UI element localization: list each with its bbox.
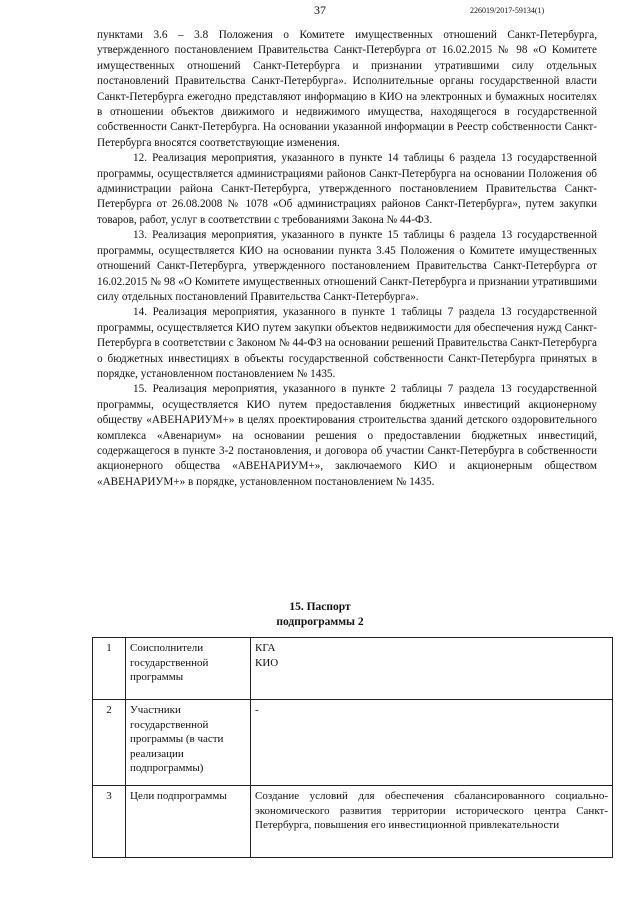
passport-table	[92, 637, 613, 858]
row-value	[251, 700, 613, 786]
row-number: 1	[93, 638, 126, 700]
row-value	[251, 638, 613, 700]
value-line: КИО	[255, 656, 279, 669]
row-label: Цели подпрограммы	[126, 786, 251, 858]
row-number: 2	[93, 700, 126, 786]
table-row	[93, 700, 613, 786]
row-value	[251, 786, 613, 858]
section-heading	[0, 600, 640, 630]
row-label: Соисполнители государственной программы	[126, 638, 251, 700]
paragraph-14: 14. Реализация мероприятия, указанного в пункте 1 таблицы 7 раздела 13 государственной программы, осуществляется КИО путем закупки объектов недвижимости для обеспечения нужд Санкт-Петербурга в соответствии с Законом № 44-ФЗ на основании решений Правительства Санкт-Петербурга о бюджетных инвестициях в объекты государственной собственности Санкт-Петербурга принятых в порядке, установленном постановлением № 1435.	[97, 306, 597, 380]
table-row	[93, 786, 613, 858]
value-line: Создание условий для обеспечения сбалансированного социально-экономического развития территории исторического центра Санкт-Петербурга, повышения его инвестиционной привлекательности	[255, 790, 608, 832]
section-subtitle: подпрограммы 2	[276, 616, 364, 628]
document-id: 226019/2017-59134(1)	[470, 6, 545, 15]
body-text	[97, 28, 597, 490]
value-line: КГА	[255, 642, 276, 654]
paragraph-13: 13. Реализация мероприятия, указанного в пункте 15 таблицы 6 раздела 13 государственной программы, осуществляется КИО на основании пункта 3.45 Положения о Комитете имущественных отношений Санкт-Петербурга, утвержденного постановлением Правительства Санкт-Петербурга от 16.02.2015 № 98 «О Комитете имущественных отношений Санкт-Петербурга и признании утратившими силу отдельных постановлений Правительства Санкт-Петербурга».	[97, 229, 597, 303]
table-row	[93, 638, 613, 700]
row-label: Участники государственной программы (в части реализации подпрограммы)	[126, 700, 251, 786]
value-line: -	[255, 704, 259, 716]
paragraph-15: 15. Реализация мероприятия, указанного в пункте 2 таблицы 7 раздела 13 государственной программы, осуществляется КИО путем предоставления бюджетных инвестиций акционерному обществу «АВЕНАРИУМ+» в целях проектирования строительства зданий детского оздоровительного комплекса «Авенариум» на основании решения о предоставлении бюджетных инвестиций, содержащегося в пункте 3-2 постановления, и договора об участии Санкт-Петербурга в собственности акционерного общества «АВЕНАРИУМ+», заключаемого КИО и акционерным обществом «АВЕНАРИУМ+» в порядке, установленном постановлением № 1435.	[97, 383, 597, 488]
page-number: 37	[314, 3, 326, 17]
section-title: 15. Паспорт	[289, 601, 351, 613]
row-number: 3	[93, 786, 126, 858]
paragraph-continuation: пунктами 3.6 – 3.8 Положения о Комитете имущественных отношений Санкт-Петербурга, утвержденного постановлением Правительства Санкт-Петербурга от 16.02.2015 № 98 «О Комитете имущественных отношений Санкт-Петербурга и признании утратившими силу отдельных постановлений Правительства Санкт-Петербурга». Исполнительные органы государственной власти Санкт-Петербурга ежегодно представляют информацию в КИО на электронных и бумажных носителях в отношении объектов движимого и недвижимого имущества, находящегося в государственной собственности Санкт-Петербурга. На основании указанной информации в Реестр собственности Санкт-Петербурга вносятся соответствующие изменения.	[97, 29, 597, 149]
paragraph-12: 12. Реализация мероприятия, указанного в пункте 14 таблицы 6 раздела 13 государственной программы, осуществляется администрациями районов Санкт-Петербурга на основании Положения об администрации района Санкт-Петербурга, утвержденного постановлением Правительства Санкт-Петербурга от 26.08.2008 № 1078 «Об администрациях районов Санкт-Петербурга», путем закупки товаров, работ, услуг в соответствии с требованиями Закона № 44-ФЗ.	[97, 152, 597, 226]
